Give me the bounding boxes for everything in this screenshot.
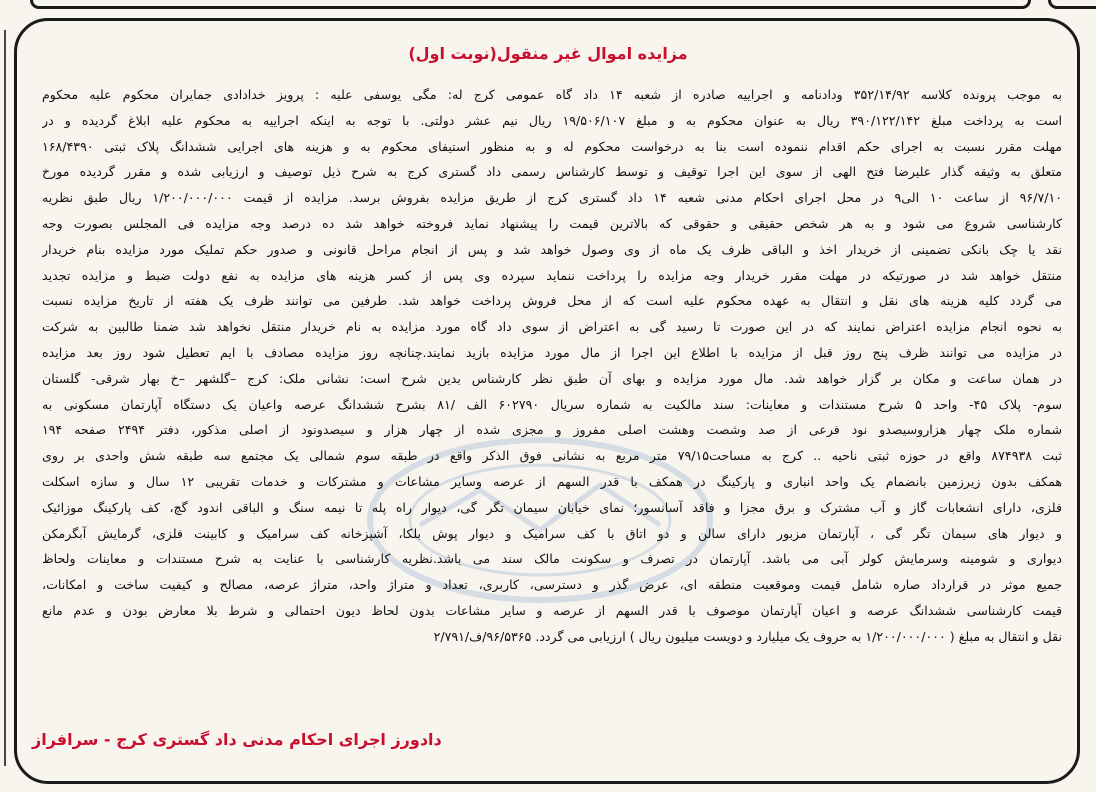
notice-line: منتقل خواهد شد در صورتیکه در مهلت مقرر خریدار وجه مزایده را پرداخت ننماید سپرده وی پس از کسر هزینه های مزایده به نفع دولت ضبط و مزایده تجدید xyxy=(42,267,1062,283)
page-edge-divider xyxy=(0,30,6,766)
notice-line: به نحوه انجام مزایده اعتراض نمایند که در این صورت تا رسید گی به اعتراض از سوی داد گاه مورد مزایده به نام خریدار منتقل نخواهد شد ضمنا طالبین به شرکت xyxy=(42,319,1062,335)
signature-text: دادورز اجرای احکام مدنی داد گستری کرج - سرافراز xyxy=(32,730,442,749)
notice-line: است به پرداخت مبلغ ۳۹۰/۱۲۲/۱۴۲ ریال به عنوان محکوم به و مبلغ ۱۹/۵۰۶/۱۰۷ ریال نیم عشر دولتی. با توجه به اینکه اجراییه به محکوم علیه ابلاغ گردیده و در xyxy=(42,112,1062,128)
notice-line: قیمت کارشناسی ششدانگ عرصه و اعیان آپارتمان موصوف با قدر السهم از عرصه و سایر مشاعات بدون لحاظ دیون احتمالی و شرط بلا معارض بودن و عدم مانع xyxy=(42,602,1062,618)
adjacent-notice-border xyxy=(1048,0,1096,9)
previous-notice-border xyxy=(30,0,1031,9)
notice-line: در همان ساعت و مکان بر گزار خواهد شد. مال مورد مزایده و بهای آن طبق نظر کارشناس بدین شرح است: نشانی ملک: کرج –گلشهر –خ بهار شرقی- گلستان xyxy=(42,370,1062,386)
notice-line: جمیع موثر در قرارداد صاره شامل قیمت وموقعیت منطقه ای، عرض گذر و دسترسی، کاربری، تعداد و متراژ واحد، متراژ عرصه، مصالح و کیفیت ساخت و امکانات، xyxy=(42,577,1062,593)
notice-line: متعلق به وثیقه گذار علیرضا فتح الهی از سوی این اجرا توقیف و توسط کارشناس رسمی داد گستری کرج به شرح ذیل توصیف و ارزیابی شده و مقرر گردیده مورخ xyxy=(42,164,1062,180)
notice-title: مزایده اموال غیر منقول(نوبت اول) xyxy=(408,44,688,63)
notice-line: شماره ملک چهار هزاروسیصدو نود فرعی از صد وشصت وهشت اصلی مفروز و مجزی شده از چهار هزار و سیصدونود از اصلی مذکور، دفتر ۲۴۹۴ صفحه ۱۹۴ xyxy=(42,422,1062,438)
notice-line: نقد یا چک بانکی تضمینی از خریدار اخذ و الباقی ظرف یک ماه از وی وصول خواهد شد و پس از انجام مراحل قانونی و صدور حکم تملیک مورد مزایده بنام خریدار xyxy=(42,241,1062,257)
notice-line: همکف بدون زیرزمین بانضمام یک واحد انباری و پارکینگ در همکف با قدر السهم از عرصه وسایر مشاعات و مشترکات و خدمات تقریبی ۱۲ سال و سازه اسکلت xyxy=(42,473,1062,489)
notice-line: فلزی، دارای انشعابات گاز و آب مشترک و برق مجزا و فاقد آسانسور؛ نمای خیابان سیمان تگر گی، دیوار راه پله تا نیمه سنگ و الباقی اندود گچ، کف پارکینگ موزائیک xyxy=(42,499,1062,515)
notice-signature xyxy=(32,730,532,749)
notice-line: به موجب پرونده کلاسه ۳۵۲/۱۴/۹۲ ودادنامه و اجراییه صادره از شعبه ۱۴ داد گاه عمومی کرج له: مگی یوسفی علیه : پرویز خدادادی جمایران محکوم علیه محکوم xyxy=(42,87,1062,102)
notice-line: سوم- پلاک ۴۵- واحد ۵ شرح مستندات و معاینات: سند مالکیت به شماره سریال ۶۰۲۷۹۰ الف /۸۱ بشرح ششدانگ عرصه واعیان یک دستگاه آپارتمان مسکونی به xyxy=(42,396,1062,412)
notice-line: می گردد کلیه هزینه های نقل و انتقال به عهده محکوم علیه است که از محل فروش پرداخت خواهد شد. طرفین می توانند ظرف یک هفته از تاریخ مزایده نسبت xyxy=(42,293,1062,309)
notice-line: در مزایده می توانند ظرف پنج روز قبل از مزایده با اطلاع این اجرا از مال مورد مزایده بازید نمایند.چنانچه روز مزایده مصادف با ایم تعطیل شود روز بعد مزایده xyxy=(42,344,1062,360)
notice-line: دیواری و شومینه وسرمایش کولر آبی می باشد. آپارتمان در تصرف و سکونت مالک سند می باشد.نظریه کارشناسی با عنایت به شرح مستندات و معاینات ولحاظ xyxy=(42,551,1062,567)
notice-line: و دیوار های سیمان تگر گی ، آپارتمان مزبور دارای سالن و دو اتاق با کف سرامیک و دیوار پوش بلکا، آشپزخانه کف سرامیک و کابینت فلزی، گرمایش آبگرمکن xyxy=(42,525,1062,541)
notice-line: مهلت مقرر نسبت به اجرای حکم اقدام ننموده است بنا به درخواست محکوم له و به منظور استیفای محکوم به و هزینه های اجرایی ششدانگ پلاک ثبتی ۱۶۸/۴۳۹۰ xyxy=(42,138,1062,154)
notice-line: ثبت ۸۷۴۹۳۸ واقع در حوزه ثبتی ناحیه .. کرج به مساحت۷۹/۱۵ متر مربع به نشانی فوق الذکر واقع در طبقه سوم شمالی یک مجتمع سه طبقه شش واحدی بر روی xyxy=(42,448,1062,464)
notice-body xyxy=(42,82,1062,650)
notice-line: کارشناسی شروع می شود و به هر شخص حقیقی و حقوقی که بالاترین قیمت را پیشنهاد نماید فروخته خواهد شد ده درصد وجه مزایده فی المجلس بصورت وجه xyxy=(42,215,1062,231)
notice-line: نقل و انتقال به مبلغ ( ۱/۲۰۰/۰۰۰/۰۰۰ به حروف یک میلیارد و دویست میلیون ریال ) ارزیابی می گردد. ۹۶/۵۳۶۵/ف/۲/۷۹۱ xyxy=(433,628,1062,644)
notice-line: ۹۶/۷/۱۰ از ساعت ۱۰ الی۹ در محل اجرای احکام مدنی شعبه ۱۴ داد گستری کرج از طریق مزایده بفروش برسد. مزایده از قیمت ۱/۲۰۰/۰۰۰/۰۰۰ ریال طبق نظریه xyxy=(42,190,1062,206)
